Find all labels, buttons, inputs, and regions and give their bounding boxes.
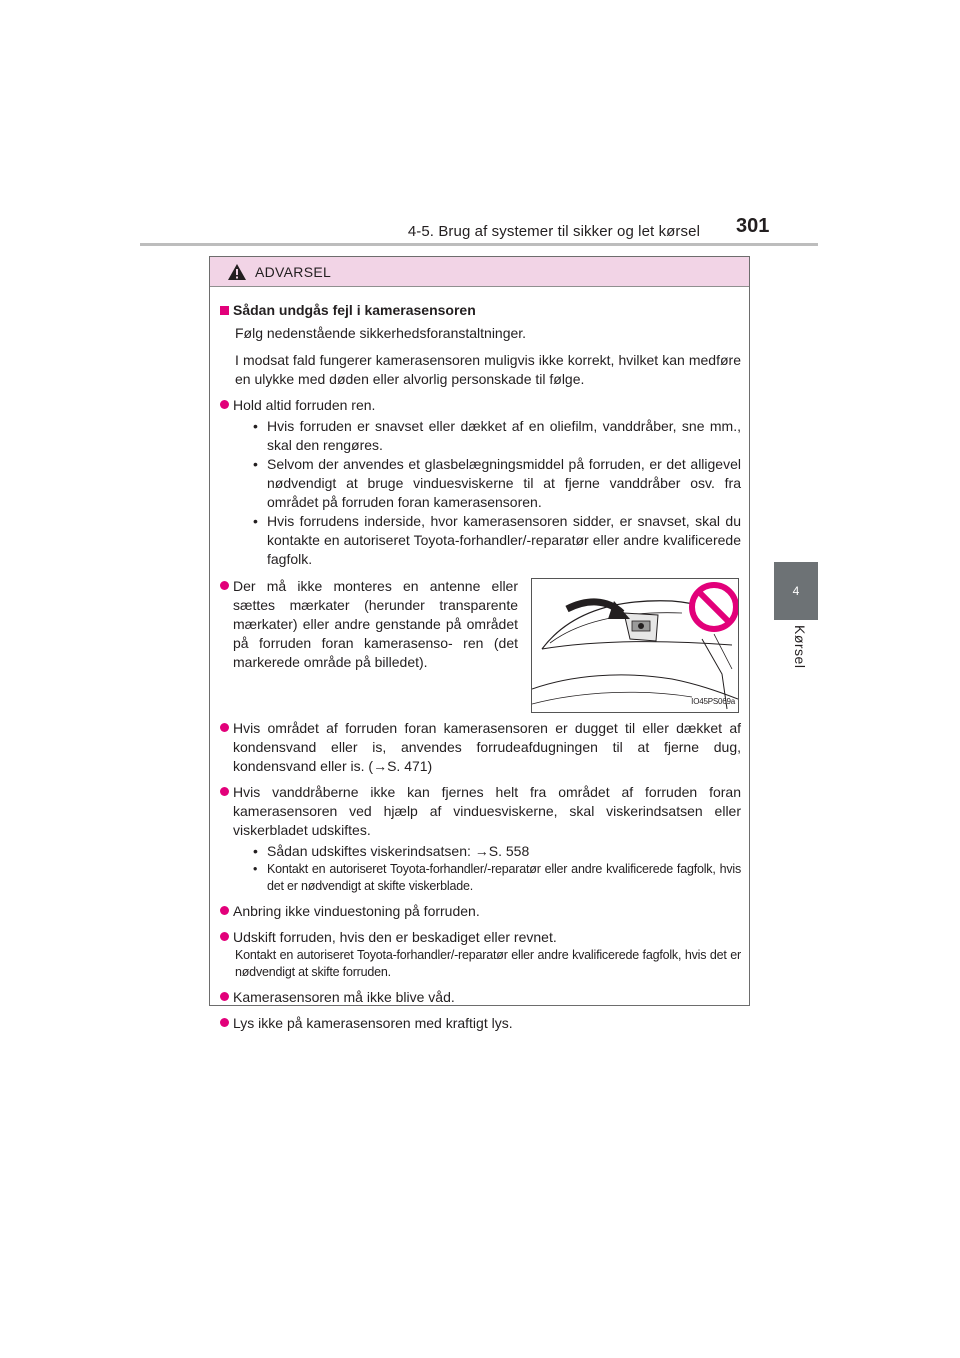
windshield-illustration bbox=[531, 578, 739, 713]
list-item: Anbring ikke vinduestoning på forruden. bbox=[218, 902, 741, 921]
warning-title: ADVARSEL bbox=[255, 263, 332, 280]
warning-box bbox=[209, 256, 750, 1031]
list-item: Hvis området af forruden foran kamerasensoren er dugget til eller dækket af kondensvand eller is, anvendes forrudeafdugningen til at fjerne dug, kondensvand eller is. (→S. 471) bbox=[218, 719, 741, 776]
round-bullet-icon bbox=[220, 787, 229, 796]
round-bullet-icon bbox=[220, 723, 229, 732]
round-bullet-icon bbox=[220, 1018, 229, 1027]
list-item: Hold altid forruden ren. bbox=[218, 396, 741, 415]
sub-list-item: • Hvis forruden er snavset eller dækket af en oliefilm, vanddråber, sne mm., skal den rengøres. bbox=[253, 418, 741, 453]
warning-triangle-icon bbox=[227, 263, 247, 281]
note-text: Kontakt en autoriseret Toyota-forhandler/-reparatør eller andre kvalificerede fagfolk, hvis det er nødvendigt at skifte forruden. bbox=[235, 948, 741, 979]
consequence-text: I modsat fald fungerer kamerasensoren muligvis ikke korrekt, hvilket kan medføre en ulykke med døden eller alvorlig personskade til følge. bbox=[235, 352, 741, 387]
round-bullet-icon bbox=[220, 906, 229, 915]
list-item: Hvis vanddråberne ikke kan fjernes helt fra området af forruden foran kamerasensoren ved hjælp af vinduesviskerne, skal viskerindsatsen eller viskerbladet udskiftes. bbox=[218, 783, 741, 840]
round-bullet-icon bbox=[220, 932, 229, 941]
running-header: 4-5. Brug af systemer til sikker og let kørsel bbox=[407, 223, 700, 240]
list-item: Der må ikke monteres en antenne eller sættes mærkater (herunder transparente mærkater) eller andre genstande på området på forruden foran kamerasenso- ren (det markerede område på billedet). bbox=[218, 577, 518, 672]
figure-code: IO45PS069a bbox=[691, 697, 735, 706]
list-item: Udskift forruden, hvis den er beskadiget eller revnet. bbox=[218, 928, 741, 947]
round-bullet-icon bbox=[220, 992, 229, 1001]
list-item: Kamerasensoren må ikke blive våd. bbox=[218, 988, 741, 1007]
section-heading bbox=[218, 301, 741, 320]
sub-list bbox=[253, 842, 741, 895]
list-item: Lys ikke på kamerasensoren med kraftigt lys. bbox=[218, 1014, 741, 1033]
antenna-row bbox=[218, 577, 741, 715]
sub-list bbox=[253, 417, 741, 569]
warning-content bbox=[210, 301, 749, 1033]
warning-header bbox=[210, 257, 749, 287]
sub-list-item: • Kontakt en autoriseret Toyota-forhandler/-reparatør eller andre kvalificerede fagfolk, hvis det er nødvendigt at skifte viskerblade. bbox=[253, 862, 741, 893]
chapter-label: Kørsel bbox=[792, 625, 808, 669]
square-bullet-icon bbox=[220, 306, 229, 315]
chapter-tab bbox=[774, 562, 818, 620]
intro-text: Følg nedenstående sikkerhedsforanstaltninger. bbox=[235, 325, 527, 341]
header-rule bbox=[140, 243, 818, 246]
round-bullet-icon bbox=[220, 581, 229, 590]
section-heading-text: Sådan undgås fejl i kamerasensoren bbox=[233, 302, 476, 318]
round-bullet-icon bbox=[220, 400, 229, 409]
page-number: 301 bbox=[736, 215, 770, 237]
sub-list-item: • Hvis forrudens inderside, hvor kamerasensoren sidder, er snavset, skal du kontakte en autoriseret Toyota-forhandler/-reparatør eller andre kvalificerede fagfolk. bbox=[253, 513, 741, 567]
sub-list-item: • Sådan udskiftes viskerindsatsen: →S. 558 bbox=[253, 843, 530, 859]
chapter-number: 4 bbox=[792, 584, 800, 598]
sub-list-item: • Selvom der anvendes et glasbelægningsmiddel på forruden, er det alligevel nødvendigt at bruge vinduesviskerne til at fjerne vanddråber osv. fra området på forruden foran kamerasensoren. bbox=[253, 456, 741, 510]
